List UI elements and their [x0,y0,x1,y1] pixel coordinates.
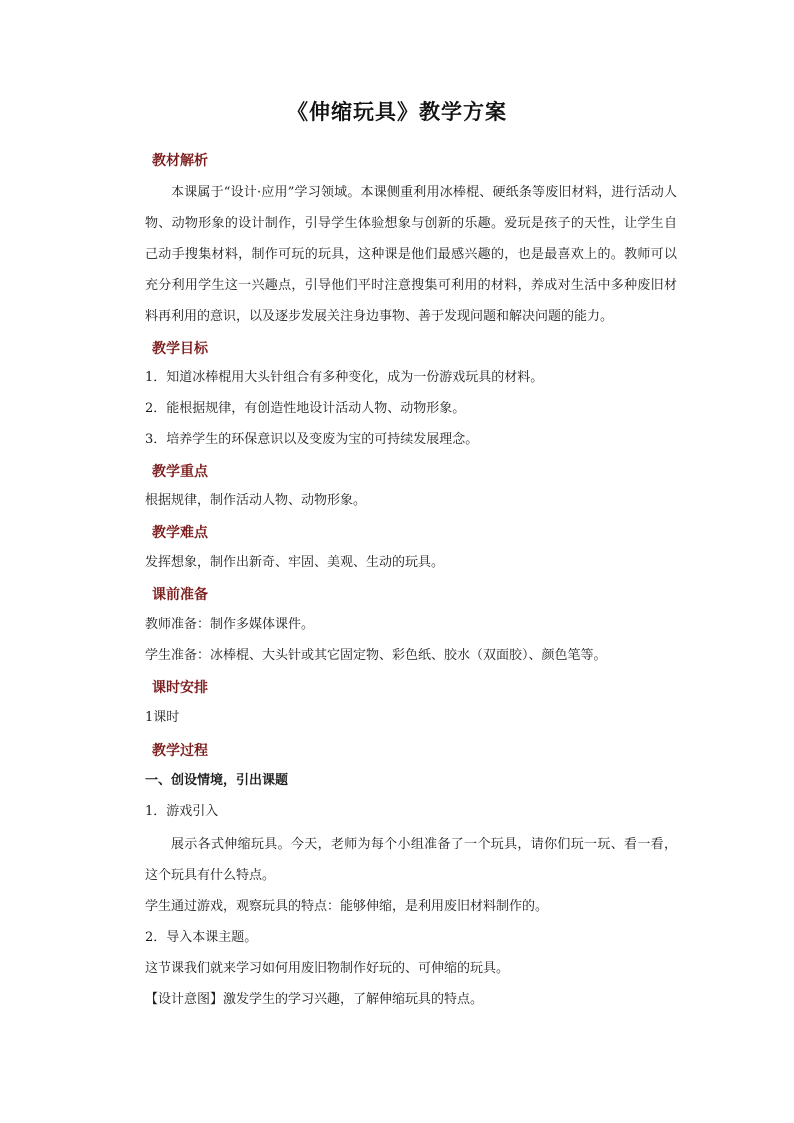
design-note: 【设计意图】激发学生的学习兴趣，了解伸缩玩具的特点。 [145,992,484,1007]
process-step1-heading: 一、创设情境，引出课题 [145,773,289,788]
goal-item-1: 1．知道冰棒棍用大头针组合有多种变化，成为一份游戏玩具的材料。 [145,370,544,385]
key-points-text: 根据规律，制作活动人物、动物形象。 [145,493,367,508]
heading-analysis: 教材解析 [152,153,208,169]
heading-process: 教学过程 [152,743,208,759]
schedule-text: 1课时 [145,710,180,725]
process-para3: 这节课我们就来学习如何用废旧物制作好玩的、可伸缩的玩具。 [145,961,510,976]
process-para2: 学生通过游戏，观察玩具的特点：能够伸缩，是利用废旧材料制作的。 [145,899,549,914]
heading-goals: 教学目标 [152,341,208,357]
teacher-preparation: 教师准备：制作多媒体课件。 [145,617,315,632]
process-para1: 展示各式伸缩玩具。今天，老师为每个小组准备了一个玩具，请你们玩一玩、看一看，这个玩具有什么特点。 [145,837,677,883]
goal-item-2: 2．能根据规律，有创造性地设计活动人物、动物形象。 [145,401,466,416]
difficulties-text: 发挥想象，制作出新奇、牢固、美观、生动的玩具。 [145,555,445,570]
heading-difficulties: 教学难点 [152,525,208,541]
document-title: 《伸缩玩具》教学方案 [287,100,507,124]
heading-preparation: 课前准备 [152,587,208,603]
heading-key-points: 教学重点 [152,464,208,480]
process-sub1: 1．游戏引入 [145,804,219,819]
analysis-paragraph: 本课属于“设计·应用”学习领域。本课侧重利用冰棒棍、硬纸条等废旧材料，进行活动人物、动物形象的设计制作，引导学生体验想象与创新的乐趣。爱玩是孩子的天性，让学生自己动手搜集材料，制作可玩的玩具，这种课是他们最感兴趣的，也是最喜欢上的。教师可以充分利用学生这一兴趣点，引导他们平时注意搜集可利用的材料，养成对生活中多种废旧材料再利用的意识，以及逐步发展关注身边事物、善于发现问题和解决问题的能力。 [145,185,677,324]
student-preparation: 学生准备：冰棒棍、大头针或其它固定物、彩色纸、胶水（双面胶）、颜色笔等。 [145,648,607,663]
goal-item-3: 3．培养学生的环保意识以及变废为宝的可持续发展理念。 [145,432,479,447]
process-sub2: 2．导入本课主题。 [145,930,258,945]
heading-schedule: 课时安排 [152,680,208,696]
